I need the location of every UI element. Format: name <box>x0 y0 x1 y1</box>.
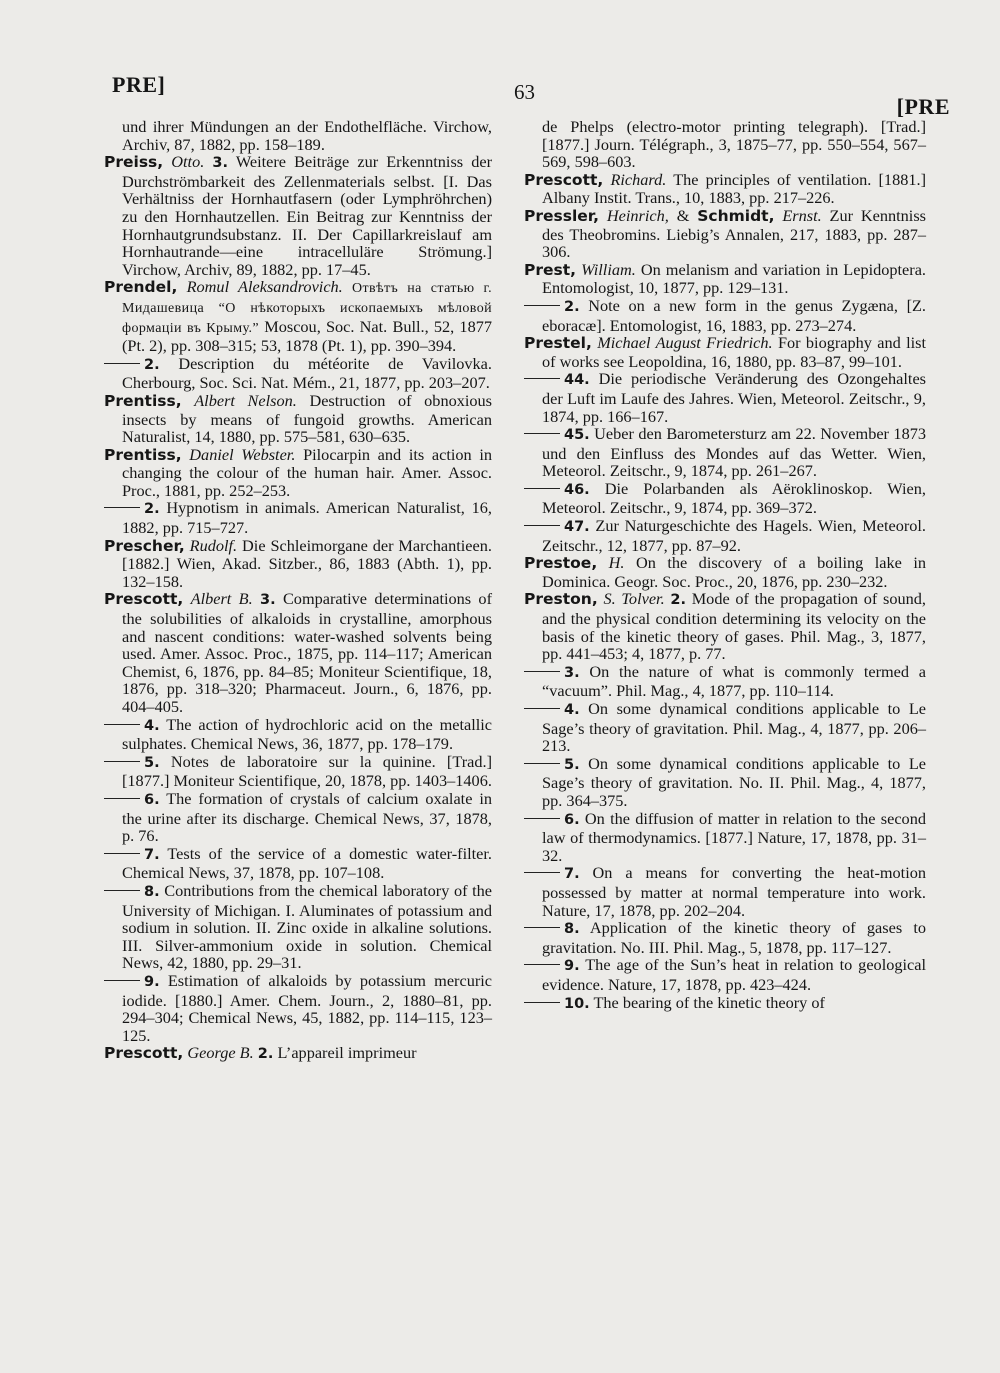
entry-text: Tests of the service of a domestic water-filter. Chemical News, 37, 1878, pp. 107–108. <box>122 843 492 883</box>
entry-number: 9. <box>144 973 160 990</box>
entry-prescott-albert-9 <box>104 972 492 1044</box>
entry-number: 4. <box>564 702 580 718</box>
entry-preston-10 <box>524 994 926 1014</box>
entry-number: 9. <box>564 958 580 975</box>
ditto-dash <box>524 525 560 526</box>
ditto-dash <box>524 305 560 306</box>
entry-text: On the diffusion of matter in relation to the second law of thermodynamics. [1877.] Nature, 17, 1878, pp. 31–32. <box>542 808 926 865</box>
author-surname: Preston, <box>524 590 598 609</box>
entry-pressler <box>524 207 926 261</box>
author-surname: Prestoe, <box>524 554 598 573</box>
author-surname: Prescher, <box>104 536 185 555</box>
entry-number: 7. <box>144 846 160 863</box>
entry-text: Moscou, Soc. Nat. Bull., 52, 1877 (Pt. 2), pp. 308–315; 53, 1878 (Pt. 1), pp. 390–394. <box>122 316 492 356</box>
entry-number: 5. <box>564 756 580 773</box>
entry-text: On the discovery of a boiling lake in Dominica. Geogr. Soc. Proc., 20, 1876, pp. 230–232. <box>542 553 926 591</box>
entry-preston-9 <box>524 956 926 993</box>
entry-prestel-45 <box>524 425 926 480</box>
entry-text: Description du météorite de Vavilovka. Cherbourg, Soc. Sci. Nat. Mém., 21, 1877, pp. 203–207. <box>122 353 492 393</box>
entry-prestel-44 <box>524 370 926 425</box>
author-given: William. <box>581 259 636 279</box>
entry-text: For biography and list of works see Leopoldina, 16, 1880, pp. 83–87, 99–101. <box>542 333 927 371</box>
entry-number: 4. <box>144 717 160 734</box>
entry-text: The age of the Sun’s heat in relation to geological evidence. Nature, 17, 1878, pp. 423–424. <box>542 955 926 994</box>
ampersand: & <box>676 205 690 225</box>
entry-prescott-george <box>104 1044 492 1064</box>
entry-prescher <box>104 537 492 591</box>
entry-preston-5 <box>524 755 926 810</box>
entry-number: 6. <box>564 811 580 828</box>
entry-number: 2. <box>564 298 580 315</box>
entry-number: 10. <box>564 995 590 1012</box>
entry-preston-7 <box>524 864 926 919</box>
entry-text: Pilocarpin and its action in changing the colour of the human hair. Amer. Assoc. Proc., 1881, pp. 252–253. <box>122 444 492 500</box>
entry-text: The principles of ventilation. [1881.] Albany Instit. Trans., 10, 1883, pp. 217–226. <box>542 169 926 208</box>
right-column <box>524 118 926 1013</box>
entry-number: 2. <box>144 356 160 373</box>
author-surname: Prescott, <box>524 170 604 189</box>
entry-text: Destruction of obnoxious insects by means of fungoid growths. American Naturalist, 14, 1880, pp. 575–581, 630–635. <box>122 390 493 447</box>
author-surname: Preiss, <box>104 153 164 172</box>
author-given: S. Tolver. <box>603 589 665 609</box>
ditto-dash <box>524 671 560 672</box>
entry-number: 2. <box>257 1046 274 1063</box>
entry-prescott-albert-6 <box>104 790 492 845</box>
entry-prestel-47 <box>524 517 926 554</box>
entry-text: Ueber den Barometersturz am 22. November 1873 und den Einfluss des Mondes auf das Wetter. Wien, Meteorol. Zeitschr., 9, 1874, pp. 261–267. <box>542 424 926 481</box>
author-given: Albert Nelson. <box>194 390 297 410</box>
author-given: H. <box>608 553 625 573</box>
entry-prestoe <box>524 554 926 590</box>
ditto-dash <box>524 872 560 873</box>
entry-number: 46. <box>564 481 590 498</box>
entry-number: 3. <box>260 592 276 609</box>
author-given: Michael August Friedrich. <box>597 333 773 353</box>
entry-text: Estimation of alkaloids by potassium mercuric iodide. [1880.] Amer. Chem. Journ., 2, 1880–81, pp. 294–304; Chemical News, 45, 1882, pp. 114–115, 123–125. <box>122 970 493 1045</box>
author-surname: Prentiss, <box>104 445 182 464</box>
entry-preston-6 <box>524 810 926 865</box>
ditto-dash <box>524 818 560 819</box>
entry-number: 45. <box>564 427 590 444</box>
entry-text: Die Schleimorgane der Marchantieen. [1882.] Wien, Akad. Sitzber., 86, 1883 (Abth. 1), pp. 132–158. <box>122 535 492 591</box>
running-header <box>112 72 950 119</box>
ditto-dash <box>524 433 560 434</box>
entry-text: On some dynamical conditions applicable to Le Sage’s theory of gravitation. Phil. Mag., 4, 1877, pp. 206–213. <box>542 699 926 756</box>
entry-text: On some dynamical conditions applicable to Le Sage’s theory of gravitation. No. II. Phil. Mag., 4, 1877, pp. 364–375. <box>542 753 926 810</box>
entry-text: Comparative determinations of the solubilities of alkaloids in crystalline, amorphous and nascent conditions: water-washed solvents being used. Amer. Assoc. Proc., 1875, pp. 114–117; American Chemist, 6, 1876, pp. 84–85; Moniteur Scientifique, 18, 1876, pp. 318–320; Pharmaceut. Journ., 6, 1876, pp. 404–405. <box>122 589 492 716</box>
author-surname: Prestel, <box>524 334 592 353</box>
ditto-dash <box>524 708 560 709</box>
entry-preston-8 <box>524 919 926 956</box>
page-number: 63 <box>514 80 535 104</box>
ditto-dash <box>104 724 140 725</box>
entry-text: On melanism and variation in Lepidoptera. Entomologist, 10, 1877, pp. 129–131. <box>542 259 927 298</box>
entry-text: Notes de laboratoire sur la quinine. [Trad.] [1877.] Moniteur Scientifique, 20, 1878, pp. 1403–1406. <box>122 751 493 791</box>
author-given: Heinrich, <box>606 205 669 225</box>
ditto-dash <box>104 980 140 981</box>
author-given: Albert B. <box>190 589 253 609</box>
ditto-dash <box>104 798 140 799</box>
entry-text: The formation of crystals of calcium oxalate in the urine after its discharge. Chemical News, 37, 1878, p. 76. <box>122 788 492 846</box>
entry-text: On a means for converting the heat-motion possessed by matter at normal temperature into work. Nature, 17, 1878, pp. 202–204. <box>542 863 927 920</box>
coauthor-surname: Schmidt, <box>697 206 775 225</box>
entry-number: 6. <box>144 791 160 808</box>
author-surname: Prescott, <box>104 590 184 609</box>
entry-number: 47. <box>564 519 590 536</box>
entry-preston-4 <box>524 700 926 755</box>
entry-prest-2 <box>524 297 926 334</box>
left-column <box>104 118 492 1064</box>
entry-prescott-albert <box>104 590 492 715</box>
entry-prescott-albert-5 <box>104 753 492 790</box>
entry-prestel <box>524 334 926 370</box>
entry-preiss <box>104 153 492 278</box>
author-given: Daniel Webster. <box>189 444 296 464</box>
entry-prentiss-daniel-2 <box>104 499 492 536</box>
continuation-text: de Phelps (electro-motor printing telegraph). [Trad.] [1877.] Journ. Télégraph., 3, 1875–77, pp. 550–554, 567–569, 598–603. <box>542 117 926 172</box>
continuation-text: und ihrer Mündungen an der Endothelfläche. Virchow, Archiv, 87, 1882, pp. 158–189. <box>122 117 492 154</box>
header-left: PRE] <box>112 72 166 97</box>
entry-number: 3. <box>212 155 228 172</box>
entry-text: On the nature of what is commonly termed a “vacuum”. Phil. Mag., 4, 1877, pp. 110–114. <box>542 661 927 701</box>
ditto-dash <box>524 488 560 489</box>
entry-text: Note on a new form in the genus Zygæna, [Z. eboracæ]. Entomologist, 16, 1883, pp. 273–274. <box>542 295 927 335</box>
ditto-dash <box>524 378 560 379</box>
author-surname: Prentiss, <box>104 391 182 410</box>
coauthor-given: Ernst. <box>782 205 822 225</box>
entry-text: Die Polarbanden als Aëroklinoskop. Wien, Meteorol. Zeitschr., 9, 1874, pp. 369–372. <box>542 478 926 518</box>
author-given: Rudolf. <box>189 535 238 555</box>
author-surname: Prest, <box>524 260 577 279</box>
entry-number: 2. <box>670 592 686 609</box>
ditto-dash <box>104 363 140 364</box>
ditto-dash <box>104 761 140 762</box>
ditto-dash <box>524 927 560 928</box>
entry-prescott-albert-8 <box>104 882 492 972</box>
entry-preston-3 <box>524 663 926 700</box>
entry-text: The action of hydrochloric acid on the metallic sulphates. Chemical News, 36, 1877, pp. 178–179. <box>122 714 493 754</box>
entry-number: 3. <box>564 664 580 681</box>
entry-number: 8. <box>144 883 160 900</box>
ditto-dash <box>524 763 560 764</box>
entry-text: The bearing of the kinetic theory of <box>593 992 825 1012</box>
entry-text: Weitere Beiträge zur Erkenntniss der Durchströmbarkeit des Zellenmaterials selbst. [I. Das Verhältniss der Hornhautfasern (oder Lymphröhrchen) zu den Hornhautzellen. Ein Beitrag zur Kenntniss der Hornhautgrundsubstanz. II. Der Capillarkreislauf am Hornhautrande—eine intracelluläre Strömung.] Virchow, Archiv, 89, 1882, pp. 17–45. <box>122 152 492 279</box>
entry-prentiss-daniel <box>104 446 492 500</box>
entry-prendel-2 <box>104 355 492 392</box>
author-given: George B. <box>187 1043 254 1063</box>
author-given: Richard. <box>610 169 667 189</box>
entry-number: 44. <box>564 372 590 389</box>
entry-number: 8. <box>564 921 580 938</box>
author-surname: Prendel, <box>104 278 178 297</box>
entry-preston <box>524 590 926 662</box>
ditto-dash <box>104 507 140 508</box>
entry-text: Zur Naturgeschichte des Hagels. Wien, Meteorol. Zeitschr., 12, 1877, pp. 87–92. <box>542 516 926 555</box>
entry-prescott-albert-7 <box>104 845 492 882</box>
entry-prest <box>524 261 926 297</box>
entry-number: 2. <box>144 501 160 518</box>
author-surname: Prescott, <box>104 1044 184 1063</box>
entry-text-cyrillic: Отвѣтъ на статью г. Мидашевица “О нѣкоторыхъ ископаемыхъ мѣловой формаціи въ Крыму.” <box>122 281 492 336</box>
ditto-dash <box>524 1002 560 1003</box>
entry-prentiss-albert <box>104 392 492 446</box>
author-given: Otto. <box>171 152 205 172</box>
entry-prestel-46 <box>524 480 926 517</box>
ditto-dash <box>104 853 140 854</box>
entry-prescott-richard <box>524 171 926 207</box>
entry-prendel <box>104 278 492 354</box>
ditto-dash <box>524 964 560 965</box>
author-surname: Pressler, <box>524 206 600 225</box>
entry-number: 7. <box>564 866 580 883</box>
entry-number: 5. <box>144 754 160 771</box>
entry-text: Application of the kinetic theory of gases to gravitation. No. III. Phil. Mag., 5, 1878, pp. 117–127. <box>542 918 927 957</box>
entry-text: Zur Kenntniss des Theobromins. Liebig’s Annalen, 217, 1883, pp. 287–306. <box>542 205 926 262</box>
ditto-dash <box>104 890 140 891</box>
entry-text: Contributions from the chemical laboratory of the University of Michigan. I. Aluminates of potassium and sodium in solution. II. Zinc oxide in alkaline solutions. III. Silver-ammonium oxide in solution. Chemical News, 42, 1880, pp. 29–31. <box>122 880 492 973</box>
entry-prescott-albert-4 <box>104 716 492 753</box>
entry-text: Mode of the propagation of sound, and the physical condition determining its velocity on the basis of the kinetic theory of gases. Phil. Mag., 3, 1877, pp. 441–453; 4, 1877, p. 77. <box>542 589 926 664</box>
header-right: [PRE <box>896 94 950 119</box>
entry-text: L’appareil imprimeur <box>277 1043 417 1063</box>
author-given: Romul Aleksandrovich. <box>186 277 343 297</box>
entry-text: Die periodische Veränderung des Ozongehaltes der Luft im Laufe des Jahres. Wien, Meteorol. Zeitschr., 9, 1874, pp. 166–167. <box>542 369 927 426</box>
entry-text: Hypnotism in animals. American Naturalist, 16, 1882, pp. 715–727. <box>122 498 492 538</box>
